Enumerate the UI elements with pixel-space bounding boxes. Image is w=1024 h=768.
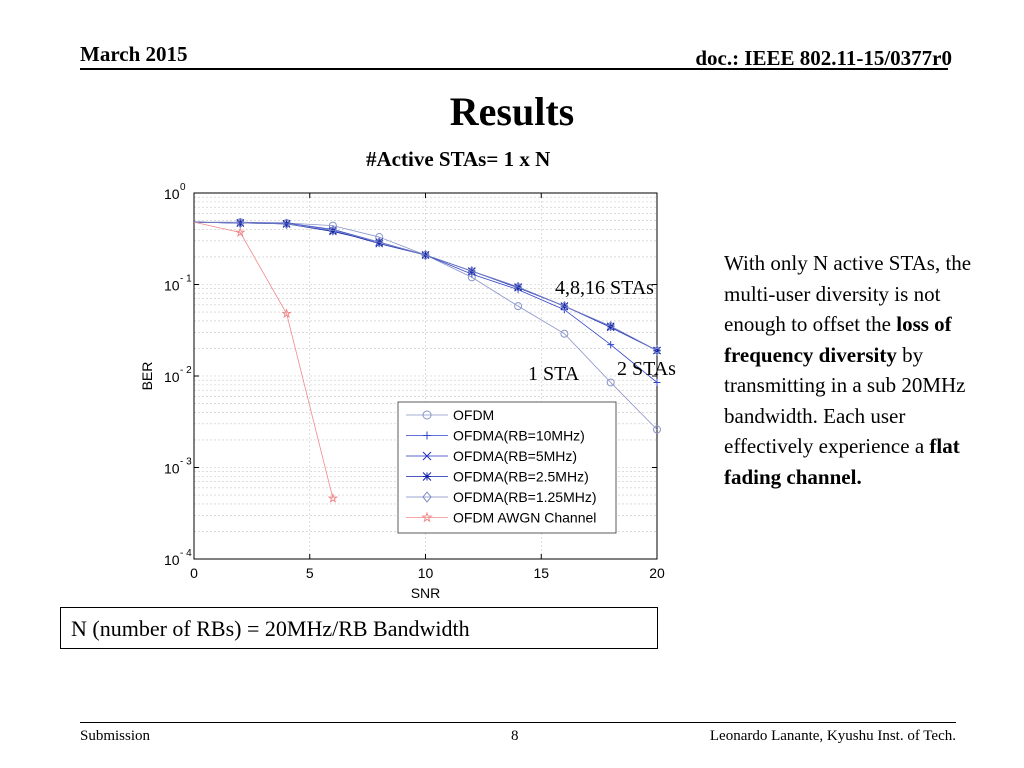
y-tick-label: 10 [164, 186, 180, 202]
header-divider [80, 68, 948, 70]
header-date: March 2015 [80, 42, 188, 66]
y-tick-exponent: - 4 [180, 548, 192, 559]
legend [398, 402, 616, 533]
legend-label: OFDMA(RB=2.5MHz) [453, 468, 589, 485]
annotation-2-stas: 2 STAs [617, 358, 676, 380]
footer-submission: Submission [80, 728, 151, 744]
x-tick-label: 10 [417, 565, 434, 581]
explanation-part-1: With only N active STAs, the multi-user diversity is not enough to offset the [724, 251, 972, 336]
chart-title: #Active STAs= 1 x N [366, 147, 551, 171]
ber-chart [130, 178, 670, 608]
legend-marker [423, 473, 431, 481]
legend-label: OFDM AWGN Channel [453, 509, 597, 526]
header-doc-id: doc.: IEEE 802.11-15/0377r0 [695, 46, 952, 70]
y-tick-exponent: - 2 [180, 365, 192, 376]
footer-page-number: 8 [511, 728, 519, 744]
y-tick-label: 10 [164, 552, 180, 568]
legend-label: OFDMA(RB=10MHz) [453, 427, 585, 444]
annotation-4-8-16-stas: 4,8,16 STAs [555, 277, 654, 299]
x-tick-label: 20 [649, 565, 665, 581]
y-tick-label: 10 [164, 369, 180, 385]
y-tick-label: 10 [164, 460, 180, 477]
legend-label: OFDM [453, 407, 495, 423]
formula-text: N (number of RBs) = 20MHz/RB Bandwidth [71, 616, 470, 641]
y-tick-exponent: - 1 [180, 273, 192, 285]
annotation-1-sta: 1 STA [528, 363, 580, 385]
x-axis-label: SNR [410, 585, 441, 601]
explanation-part-2: by transmitting in a sub 20MHz bandwidth. Each user effectively experience a [724, 342, 966, 458]
y-tick-label: 10 [164, 277, 180, 294]
x-tick-label: 5 [305, 565, 314, 581]
x-tick-label: 15 [533, 565, 550, 581]
y-axis-label: BER [139, 361, 155, 391]
slide-title: Results [449, 89, 575, 134]
formula-box [60, 607, 658, 649]
legend-label: OFDMA(RB=5MHz) [453, 448, 578, 464]
explanation-text [724, 248, 996, 492]
footer-divider [80, 722, 956, 723]
x-tick-label: 0 [190, 565, 198, 581]
explanation-bold-2: flat fading channel. [724, 434, 960, 489]
footer-author: Leonardo Lanante, Kyushu Inst. of Tech. [709, 728, 956, 744]
legend-label: OFDMA(RB=1.25MHz) [453, 489, 597, 505]
y-tick-exponent: 0 [180, 182, 186, 193]
explanation-bold-1: loss of frequency diversity [724, 312, 952, 367]
y-tick-exponent: - 3 [180, 456, 192, 468]
data-point [654, 347, 661, 354]
